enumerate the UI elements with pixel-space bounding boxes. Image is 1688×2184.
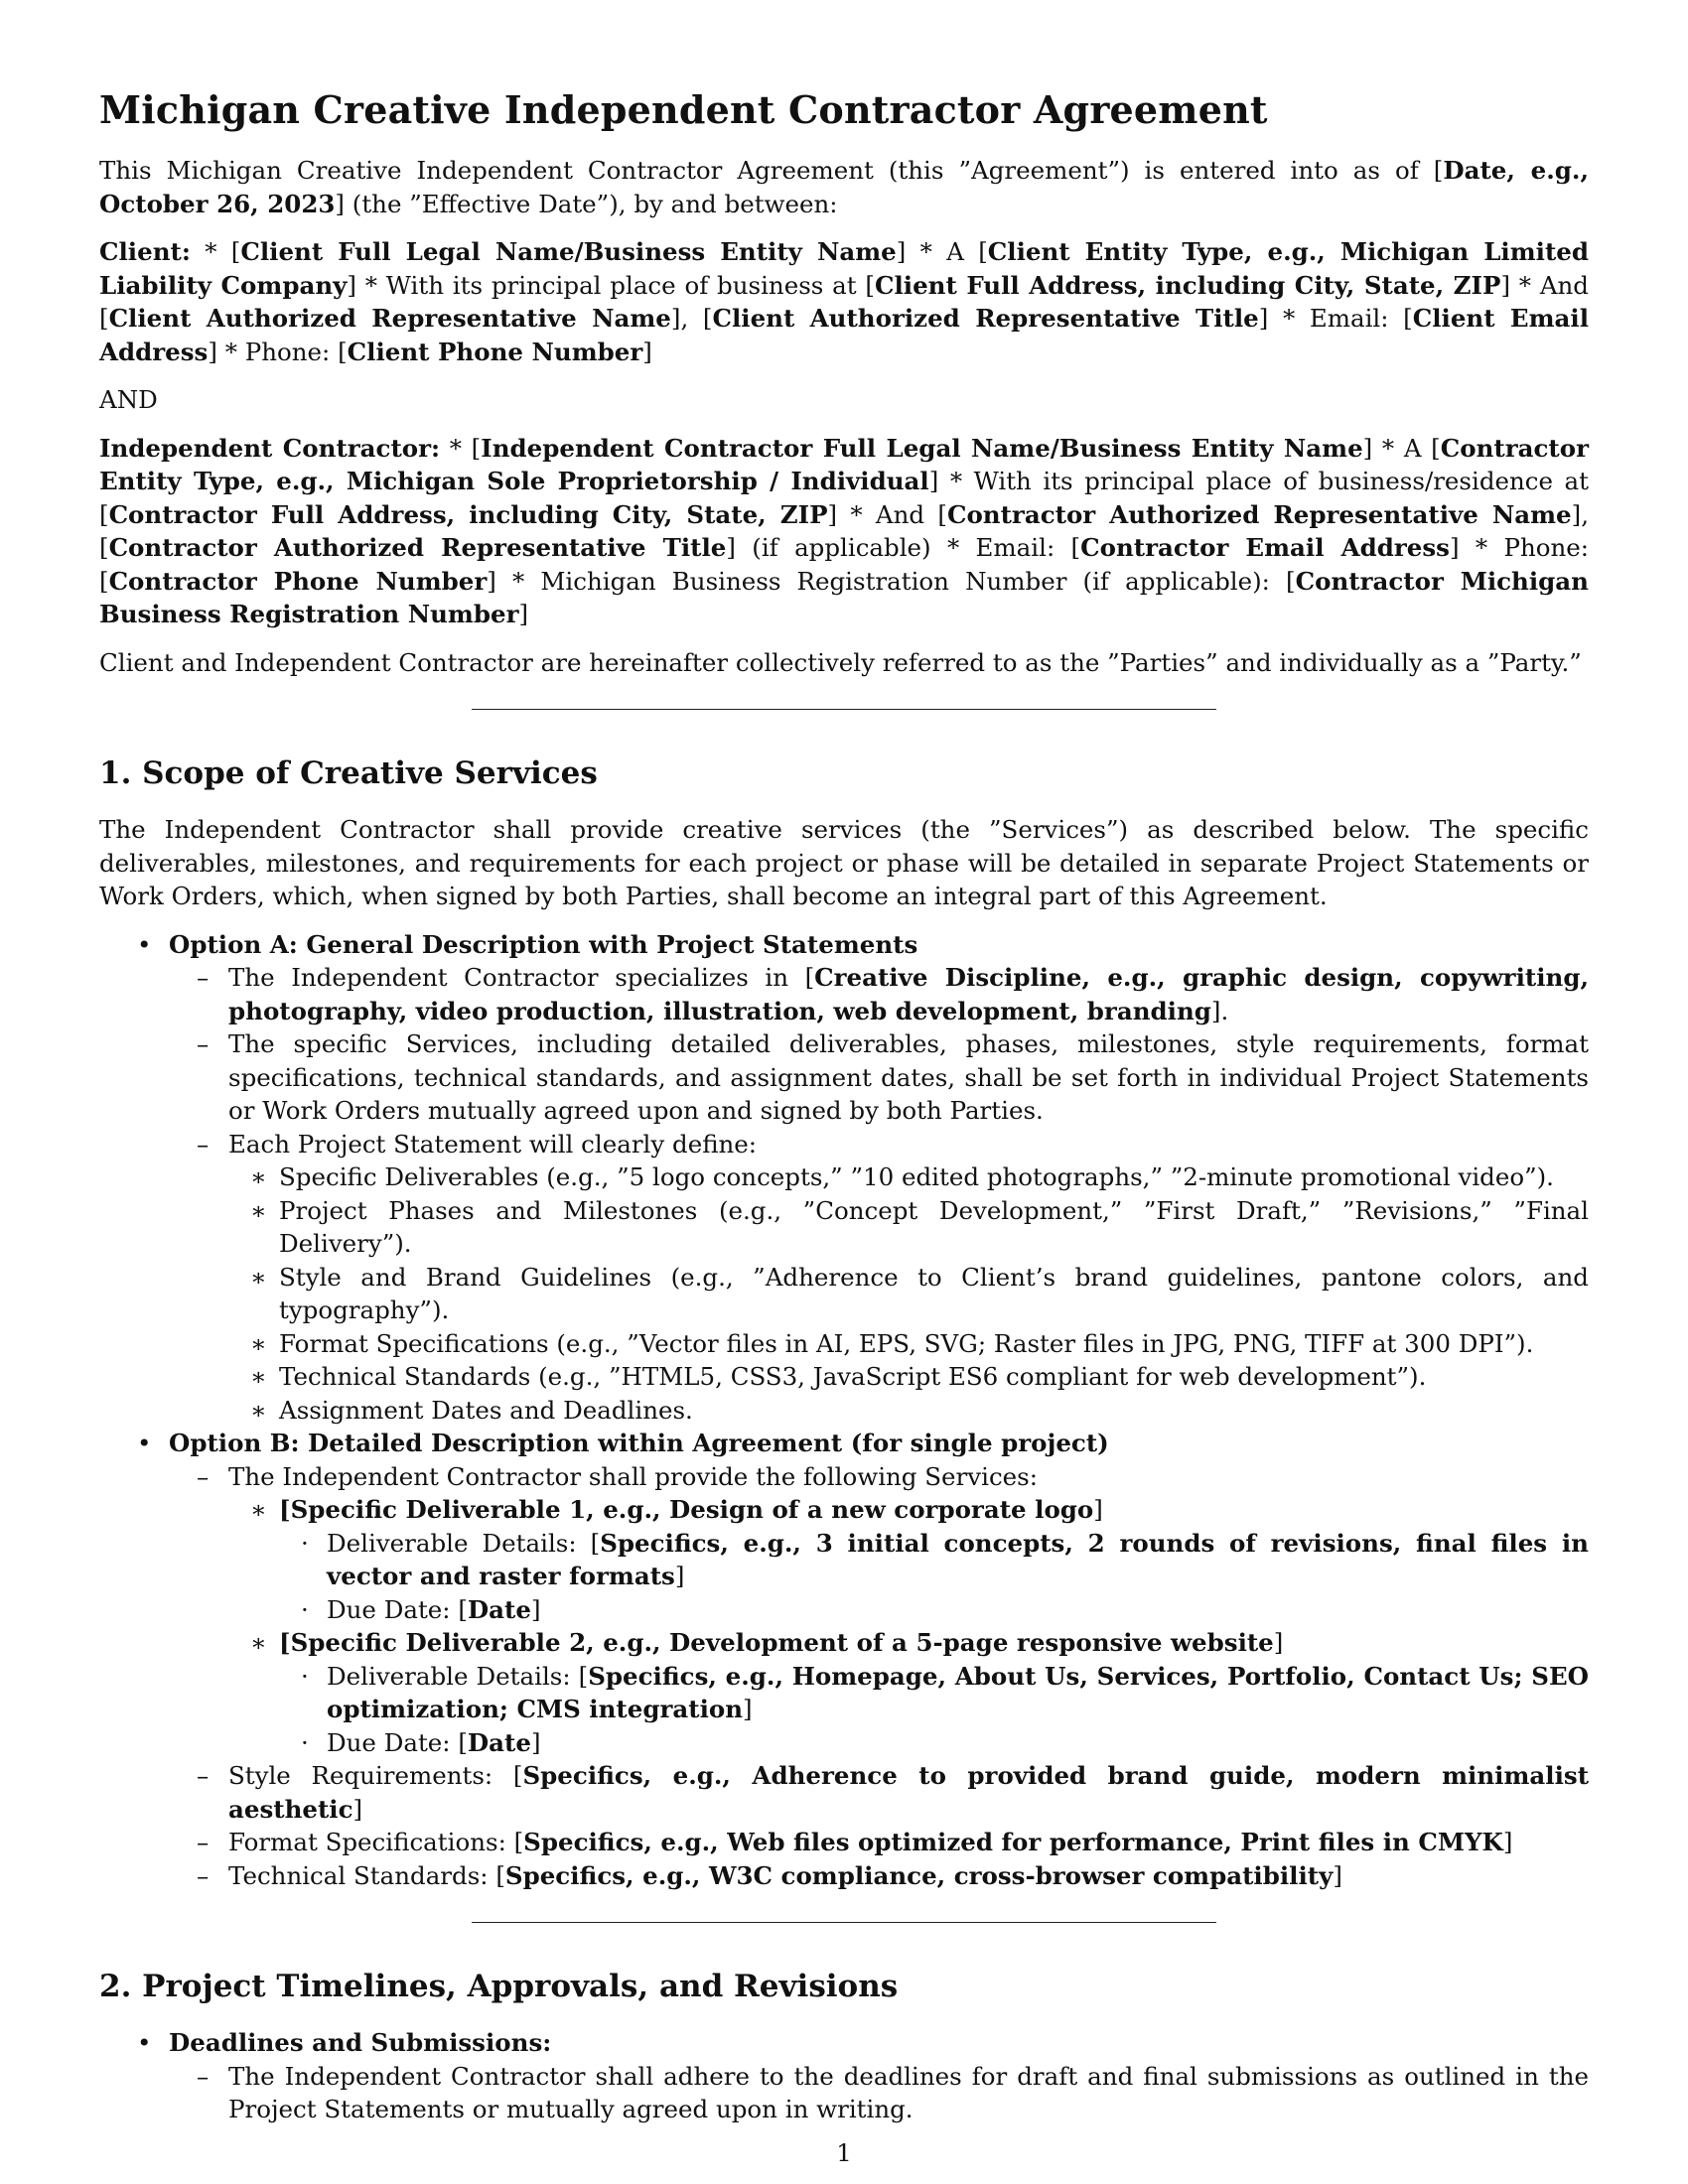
client-phone-placeholder: Client Phone Number <box>347 337 643 366</box>
client-name-placeholder: Client Full Legal Name/Business Entity Name <box>240 237 897 266</box>
dot-marker: · <box>301 1661 309 1691</box>
section-1-intro: The Independent Contractor shall provide creative services (the ”Services”) as described below. The specific deliverables, milestones, and requirements for each project or phase will be detailed in separate Project Statements or Work Orders, which, when signed by both Parties, shall become an integral part of this Agreement. <box>99 815 1589 910</box>
section-1-heading: 1. Scope of Creative Services <box>99 755 598 791</box>
list-item: – The Independent Contractor shall adhere to the deadlines for draft and final submissions as outlined in the Project Statements or mutually agreed upon in writing. <box>197 2061 1589 2123</box>
contractor-label: Independent Contractor: <box>99 433 441 463</box>
asterisk-marker: ∗ <box>250 1628 267 1657</box>
dash-marker: – <box>197 1461 210 1491</box>
contractor-address-placeholder: Contractor Full Address, including City, State, ZIP <box>108 499 828 529</box>
contractor-rep-title-placeholder: Contractor Authorized Representative Title <box>108 533 727 562</box>
client-email-placeholder: Client Email Address <box>99 304 1590 366</box>
parties-paragraph: Client and Independent Contractor are hereinafter collectively referred to as the ”Parties” and individually as a ”Party.” <box>99 647 1582 677</box>
asterisk-marker: ∗ <box>250 1195 267 1225</box>
style-requirements-placeholder: Specifics, e.g., Adherence to provided brand guide, modern minimalist aesthetic <box>228 1761 1590 1824</box>
dash-marker: – <box>197 1129 210 1159</box>
list-item: ∗ Specific Deliverables (e.g., ”5 logo concepts,” ”10 edited photographs,” ”2-minute promotional video”). <box>99 1160 1589 1194</box>
intro-paragraph: This Michigan Creative Independent Contractor Agreement (this ”Agreement”) is entered into as of [Date, e.g., October 26, 2023] (the ”Effective Date”), by and between: <box>99 156 1589 218</box>
asterisk-marker: ∗ <box>250 1162 267 1191</box>
bullet-marker: • <box>137 2028 152 2057</box>
list-item: – Format Specifications: [Specifics, e.g., Web files optimized for performance, Print files in CMYK] <box>99 1826 1589 1859</box>
option-b-title: Option B: Detailed Description within Agreement (for single project) <box>169 1429 1109 1457</box>
technical-standards-placeholder: Specifics, e.g., W3C compliance, cross-browser compatibility <box>504 1860 1334 1890</box>
list-item: ∗ Project Phases and Milestones (e.g., ”Concept Development,” ”First Draft,” ”Revisions,” ”Final Delivery”). <box>250 1195 1589 1258</box>
asterisk-marker: ∗ <box>250 1328 267 1358</box>
contractor-type-placeholder: Contractor Entity Type, e.g., Michigan Sole Proprietorship / Individual <box>99 433 1589 495</box>
dot-marker: · <box>301 1727 309 1757</box>
list-item: · Due Date: [Date] <box>99 1726 1589 1760</box>
deliverable-1-details-placeholder: Specifics, e.g., 3 initial concepts, 2 rounds of revisions, final files in vector and raster formats <box>327 1528 1589 1590</box>
dash-marker: – <box>197 2061 210 2091</box>
bullet-marker: • <box>137 929 152 959</box>
section-divider <box>472 709 1216 710</box>
deliverable-2-placeholder: Specific Deliverable 2, e.g., Development of a 5-page responsive website <box>290 1628 1274 1657</box>
option-a-item <box>99 928 1589 962</box>
contractor-email-placeholder: Contractor Email Address <box>1080 533 1450 562</box>
dash-marker: – <box>197 1860 210 1890</box>
list-item: – The specific Services, including detailed deliverables, phases, milestones, style requirements, format specifications, technical standards, and assignment dates, shall be set forth in individual Project Statements or Work Orders mutually agreed upon and signed by both Parties. <box>197 1029 1589 1125</box>
client-rep-name-placeholder: Client Authorized Representative Name <box>108 304 671 333</box>
contractor-block: Independent Contractor: * [Independent Contractor Full Legal Name/Business Entity Name] * A [Contractor Entity Type, e.g., Michigan Sole Proprietorship / Individual] * With its principal place of business/residence at [Contractor Full Address, including City, State, ZIP] * And [Contractor Authorized Representative Name], [Contractor Authorized Representative Title] (if applicable) * Email: [Contractor Email Address] * Phone: [Contractor Phone Number] * Michigan Business Registration Number (if applicable): [Contractor Michigan Business Registration Number] <box>99 433 1590 628</box>
document-title: Michigan Creative Independent Contractor Agreement <box>99 87 1268 132</box>
list-item: ∗ [Specific Deliverable 1, e.g., Design of a new corporate logo] <box>99 1493 1589 1527</box>
section-1-options-list <box>99 928 1589 1893</box>
deliverable-2-due-placeholder: Date <box>467 1727 531 1757</box>
list-item: – The Independent Contractor specializes in [Creative Discipline, e.g., graphic design, copywriting, photography, video production, illustration, web development, branding]. <box>197 963 1589 1025</box>
client-block: Client: * [Client Full Legal Name/Business Entity Name] * A [Client Entity Type, e.g., Michigan Limited Liability Company] * With its principal place of business at [Client Full Address, including City, State, ZIP] * And [Client Authorized Representative Name], [Client Authorized Representative Title] * Email: [Client Email Address] * Phone: [Client Phone Number] <box>99 237 1590 366</box>
document-page <box>99 87 1589 2126</box>
list-item: ∗ Technical Standards (e.g., ”HTML5, CSS3, JavaScript ES6 compliant for web development”). <box>99 1360 1589 1394</box>
deliverable-1-placeholder: Specific Deliverable 1, e.g., Design of a new corporate logo <box>290 1495 1094 1524</box>
asterisk-marker: ∗ <box>250 1395 267 1425</box>
section-2-heading: 2. Project Timelines, Approvals, and Revisions <box>99 1969 899 2004</box>
list-item: ∗ Format Specifications (e.g., ”Vector files in AI, EPS, SVG; Raster files in JPG, PNG, TIFF at 300 DPI”). <box>99 1327 1589 1361</box>
client-type-placeholder: Client Entity Type, e.g., Michigan Limited Liability Company <box>99 237 1589 300</box>
list-item: – The Independent Contractor shall provide the following Services: <box>99 1460 1589 1494</box>
asterisk-marker: ∗ <box>250 1262 267 1292</box>
section-divider <box>472 1922 1216 1923</box>
client-rep-title-placeholder: Client Authorized Representative Title <box>712 304 1259 333</box>
list-item: ∗ Style and Brand Guidelines (e.g., ”Adherence to Client’s brand guidelines, pantone colors, and typography”). <box>250 1262 1589 1324</box>
dash-marker: – <box>197 1828 210 1856</box>
dash-marker: – <box>197 963 210 992</box>
list-item: – Technical Standards: [Specifics, e.g., W3C compliance, cross-browser compatibility] <box>99 1859 1589 1893</box>
option-b-item <box>99 1427 1589 1460</box>
deliverable-1-due-placeholder: Date <box>467 1594 531 1624</box>
client-address-placeholder: Client Full Address, including City, State, ZIP <box>874 270 1501 300</box>
list-item: · Deliverable Details: [Specifics, e.g., Homepage, About Us, Services, Portfolio, Contact Us; SEO optimization; CMS integration] <box>301 1661 1589 1723</box>
asterisk-marker: ∗ <box>250 1362 267 1391</box>
dot-marker: · <box>301 1594 309 1624</box>
bullet-marker: • <box>137 1429 152 1457</box>
list-item: · Due Date: [Date] <box>99 1593 1589 1627</box>
deadlines-item <box>99 2026 1589 2060</box>
section-2-list <box>99 2026 1589 2126</box>
and-separator: AND <box>99 385 158 414</box>
creative-discipline-placeholder: Creative Discipline, e.g., graphic design, copywriting, photography, video production, illustration, web development, branding <box>228 963 1589 1025</box>
contractor-registration-placeholder: Contractor Michigan Business Registration Number <box>99 566 1589 628</box>
asterisk-marker: ∗ <box>250 1495 267 1524</box>
list-item: ∗ [Specific Deliverable 2, e.g., Development of a 5-page responsive website] <box>99 1626 1589 1660</box>
dot-marker: · <box>301 1528 309 1558</box>
option-a-title: Option A: General Description with Project Statements <box>169 929 918 959</box>
contractor-name-placeholder: Independent Contractor Full Legal Name/Business Entity Name <box>481 433 1363 463</box>
deliverable-2-details-placeholder: Specifics, e.g., Homepage, About Us, Services, Portfolio, Contact Us; SEO optimization; CMS integration <box>327 1661 1589 1723</box>
list-item: · Deliverable Details: [Specifics, e.g., 3 initial concepts, 2 rounds of revisions, final files in vector and raster formats] <box>301 1528 1589 1590</box>
list-item: ∗ Assignment Dates and Deadlines. <box>99 1394 1589 1428</box>
format-specifications-placeholder: Specifics, e.g., Web files optimized for performance, Print files in CMYK <box>523 1828 1503 1856</box>
dash-marker: – <box>197 1761 210 1790</box>
list-item: – Style Requirements: [Specifics, e.g., Adherence to provided brand guide, modern minimalist aesthetic] <box>197 1761 1590 1824</box>
list-item: – Each Project Statement will clearly define: <box>99 1128 1589 1161</box>
effective-date-placeholder: Date, e.g., October 26, 2023 <box>99 156 1589 218</box>
deadlines-title: Deadlines and Submissions: <box>169 2028 552 2057</box>
contractor-phone-placeholder: Contractor Phone Number <box>108 566 488 596</box>
client-label: Client: <box>99 237 191 266</box>
dash-marker: – <box>197 1029 210 1058</box>
page-number: 1 <box>836 2138 852 2167</box>
contractor-rep-name-placeholder: Contractor Authorized Representative Name <box>946 499 1572 529</box>
